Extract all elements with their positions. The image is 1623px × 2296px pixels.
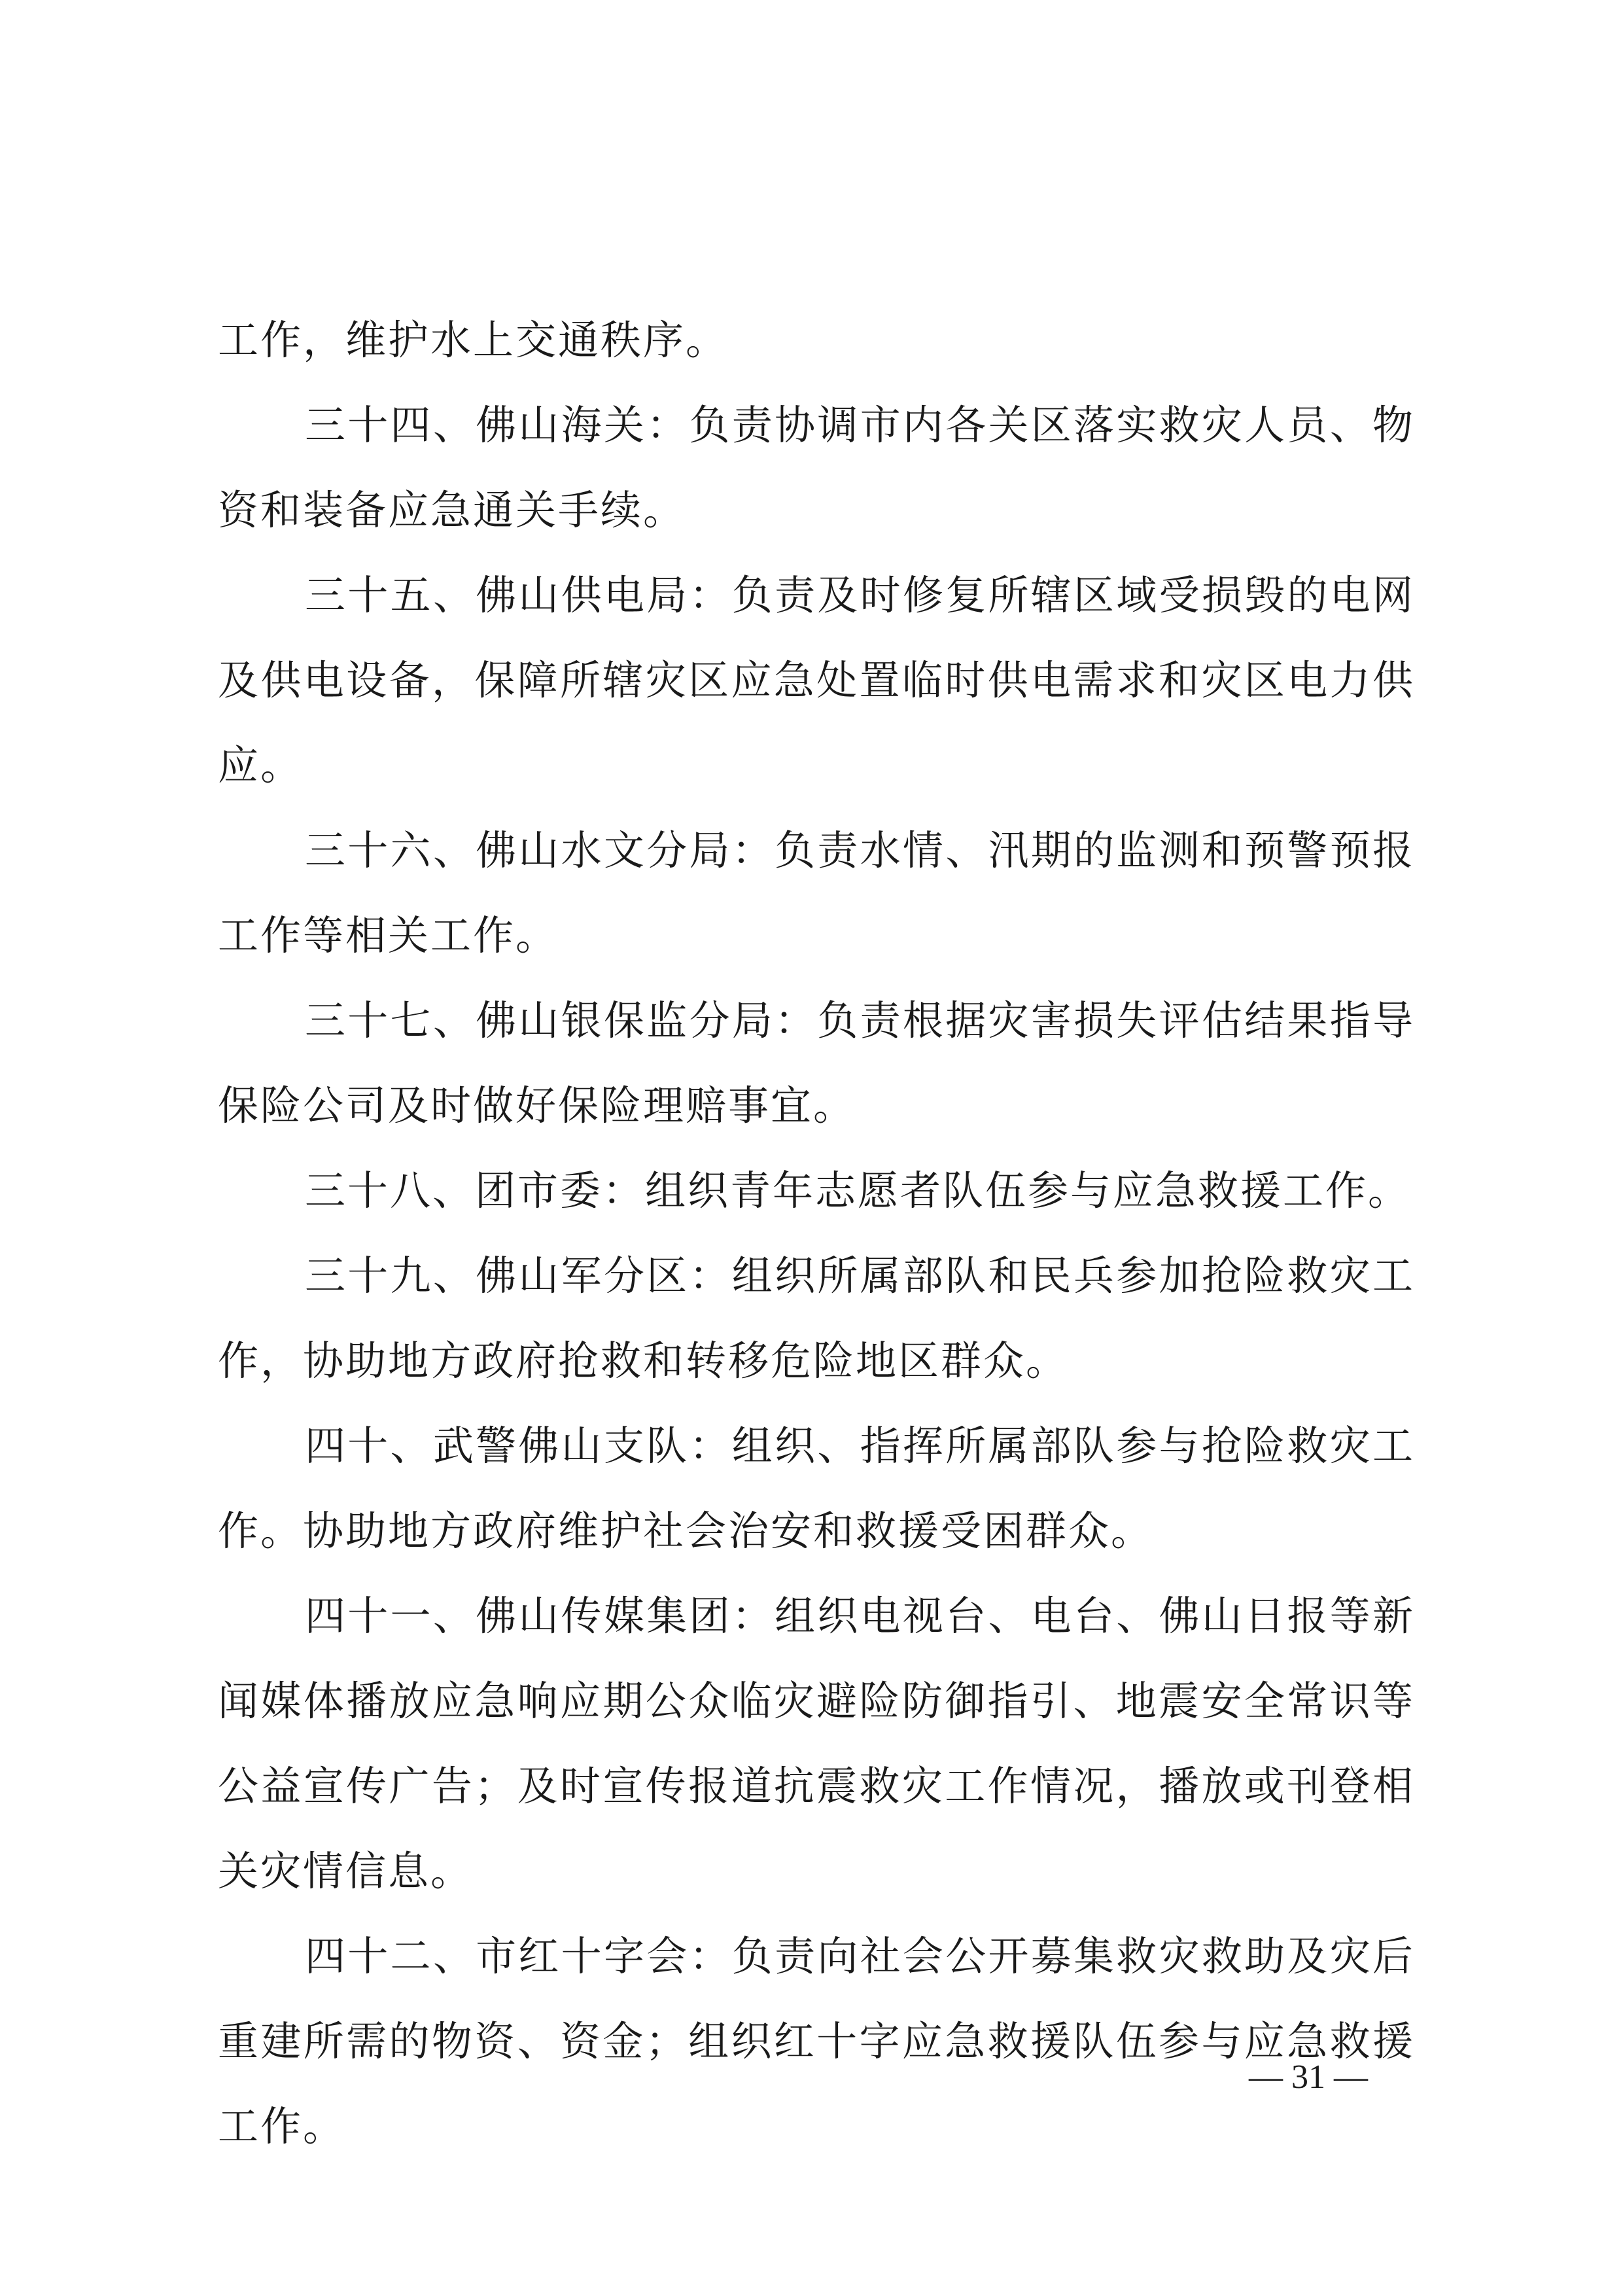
paragraph-item-38: 三十八、团市委：组织青年志愿者队伍参与应急救援工作。 xyxy=(305,1167,1411,1214)
paragraph-continuation: 工作，维护水上交通秩序。 xyxy=(218,316,729,364)
paragraph-item-37: 三十七、佛山银保监分局：负责根据灾害损失评估结果指导保险公司及时做好保险理赔事宜。 xyxy=(218,997,1415,1129)
paragraph-item-42: 四十二、市红十字会：负责向社会公开募集救灾救助及灾后重建所需的物资、资金；组织红十字应急救援队伍参与应急救援工作。 xyxy=(218,1932,1415,2150)
paragraph-item-40: 四十、武警佛山支队：组织、指挥所属部队参与抢险救灾工作。协助地方政府维护社会治安和救援受困群众。 xyxy=(218,1422,1415,1555)
paragraph-item-36: 三十六、佛山水文分局：负责水情、汛期的监测和预警预报工作等相关工作。 xyxy=(218,826,1415,959)
paragraph-item-35: 三十五、佛山供电局：负责及时修复所辖区域受损毁的电网及供电设备，保障所辖灾区应急处置临时供电需求和灾区电力供应。 xyxy=(218,571,1415,789)
paragraph-item-34: 三十四、佛山海关：负责协调市内各关区落实救灾人员、物资和装备应急通关手续。 xyxy=(218,401,1415,534)
paragraph-item-41: 四十一、佛山传媒集团：组织电视台、电台、佛山日报等新闻媒体播放应急响应期公众临灾避险防御指引、地震安全常识等公益宣传广告；及时宣传报道抗震救灾工作情况，播放或刊登相关灾情信息。 xyxy=(218,1592,1415,1895)
page-number: — 31 — xyxy=(1249,2058,1368,2096)
paragraph-item-39: 三十九、佛山军分区：组织所属部队和民兵参加抢险救灾工作，协助地方政府抢救和转移危险地区群众。 xyxy=(218,1252,1415,1385)
body-text xyxy=(218,298,1415,2169)
